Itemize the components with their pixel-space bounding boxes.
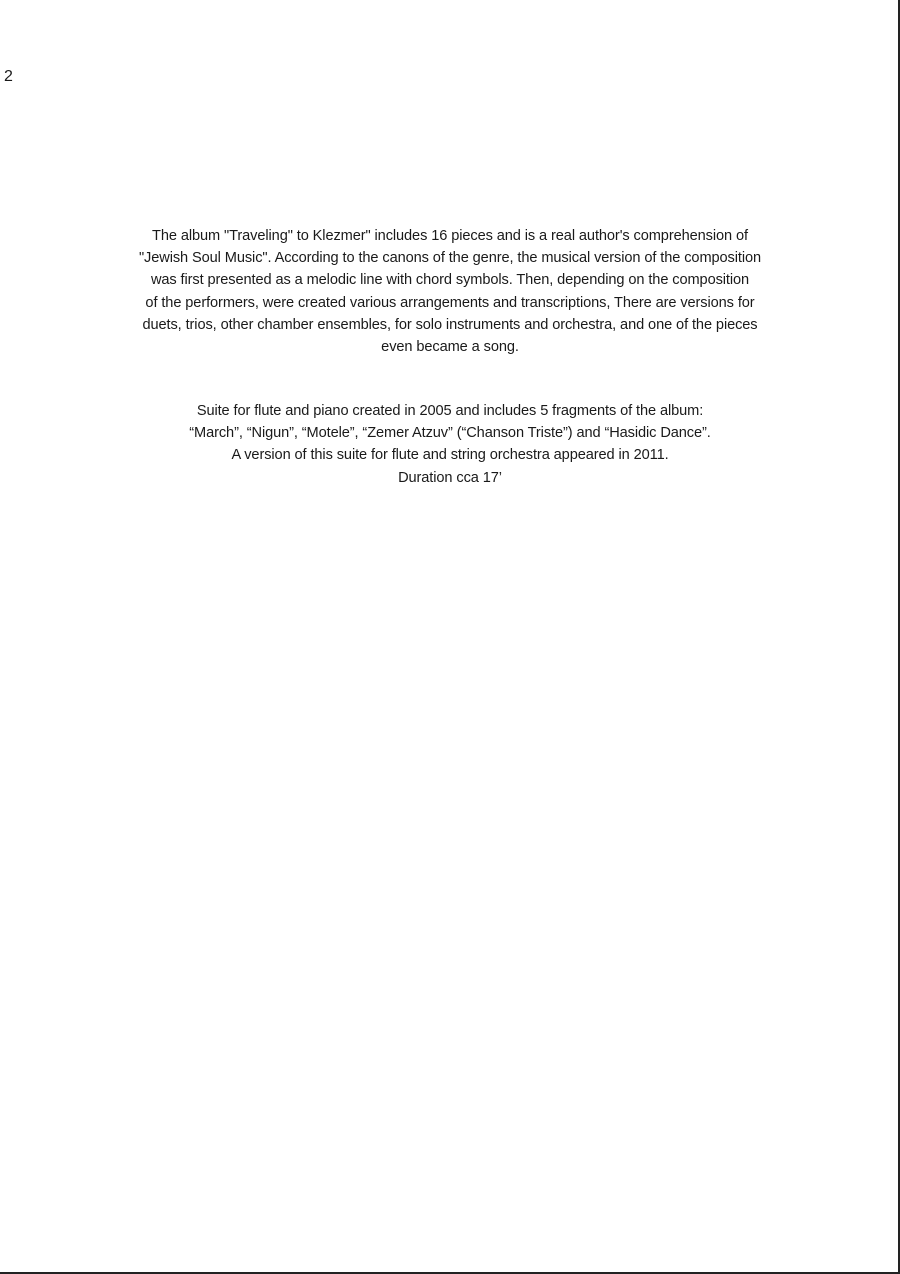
duration-line: Duration cca 17’ — [398, 469, 502, 486]
page-number: 2 — [4, 68, 13, 85]
paragraph-line: Suite for flute and piano created in 2005 and includes 5 fragments of the album: — [196, 403, 704, 419]
suite-description-paragraph — [85, 400, 815, 489]
paragraph-line: of the performers, were created various arrangements and transcriptions, There are versions for — [145, 294, 755, 311]
paragraph-line: duets, trios, other chamber ensembles, for solo instruments and orchestra, and one of the pieces — [142, 316, 758, 333]
album-description-paragraph — [85, 225, 815, 358]
paragraph-line: was first presented as a melodic line with chord symbols. Then, depending on the composition — [150, 272, 750, 289]
paragraph-line: “March”, “Nigun”, “Motele”, “Zemer Atzuv” (“Chanson Triste”) and “Hasidic Dance”. — [189, 425, 711, 442]
paragraph-line: A version of this suite for flute and string orchestra appeared in 2011. — [231, 447, 669, 464]
paragraph-line: The album "Traveling" to Klezmer" includes 16 pieces and is a real author's comprehension of — [152, 228, 748, 244]
paragraph-line: "Jewish Soul Music". According to the canons of the genre, the musical version of the composition — [138, 250, 762, 267]
paragraph-line: even became a song. — [381, 339, 519, 356]
